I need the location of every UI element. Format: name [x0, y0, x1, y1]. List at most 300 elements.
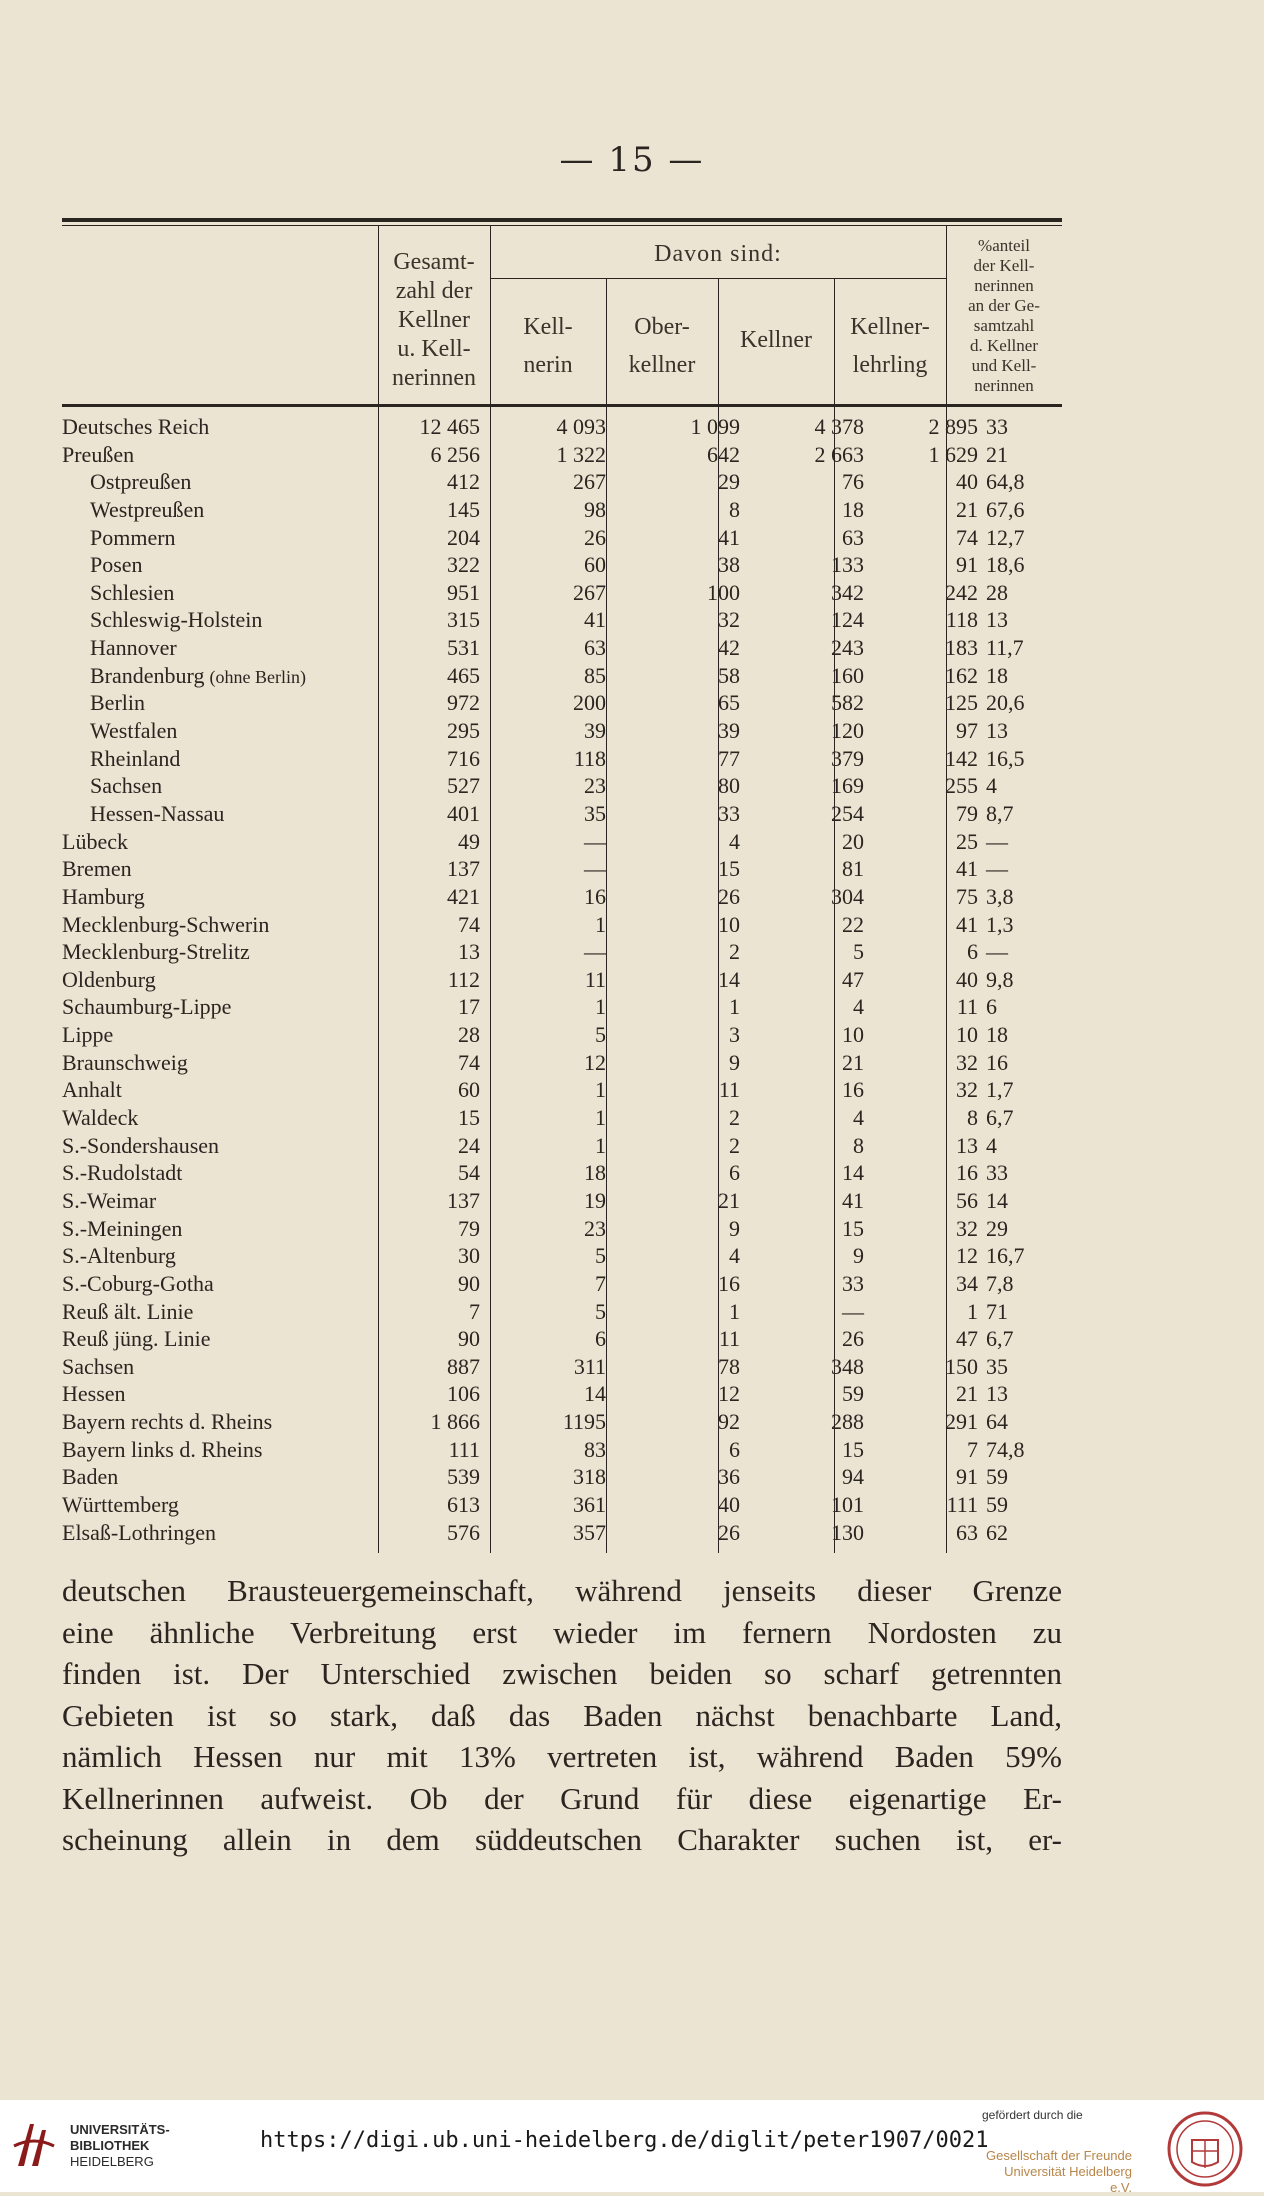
cell-value: 11	[584, 966, 606, 992]
cell-value: 9,8	[986, 966, 1014, 992]
cell-value: 318	[573, 1464, 606, 1490]
table-row	[62, 579, 1062, 607]
cell-value: 118	[573, 745, 606, 771]
sponsor-label: gefördert durch die	[982, 2108, 1083, 2122]
cell-value: 76	[842, 469, 864, 495]
sponsor-name: Gesellschaft der Freunde Universität Heidelberg e.V.	[986, 2148, 1132, 2195]
table-row	[62, 911, 1062, 939]
cell-value: 19	[584, 1187, 606, 1213]
cell-value: 14	[718, 966, 740, 992]
cell-value: 40	[718, 1491, 740, 1517]
cell-value: 295	[447, 718, 480, 744]
row-label: Hamburg	[62, 883, 145, 909]
cell-value: 90	[458, 1270, 480, 1296]
cell-value: 342	[831, 579, 864, 605]
cell-value: 16	[956, 1160, 978, 1186]
cell-value: 150	[945, 1353, 978, 1379]
cell-value: 133	[831, 552, 864, 578]
cell-value: 28	[986, 579, 1008, 605]
cell-value: 40	[956, 966, 978, 992]
cell-value: 97	[956, 718, 978, 744]
cell-value: —	[842, 1298, 864, 1324]
cell-value: 200	[573, 690, 606, 716]
cell-value: 6	[986, 994, 997, 1020]
cell-value: 16,5	[986, 745, 1025, 771]
cell-value: 951	[447, 579, 480, 605]
cell-value: 78	[718, 1353, 740, 1379]
cell-value: 421	[447, 883, 480, 909]
cell-value: —	[986, 856, 1008, 882]
table-row	[62, 468, 1062, 496]
header-anteil: %anteil der Kell- nerinnen an der Ge- samtzahl d. Kellner und Kell- nerinnen	[968, 236, 1040, 395]
row-label: Bayern rechts d. Rheins	[62, 1409, 273, 1435]
cell-value: 582	[831, 690, 864, 716]
cell-value: 6	[967, 939, 978, 965]
cell-value: 17	[458, 994, 480, 1020]
cell-value: 21	[956, 496, 978, 522]
row-label: Mecklenburg-Schwerin	[62, 911, 270, 937]
cell-value: 1	[595, 1105, 606, 1131]
cell-value: 1	[729, 1298, 740, 1324]
cell-value: 6	[729, 1160, 740, 1186]
row-label: Schleswig-Holstein	[90, 607, 263, 633]
row-label: Reuß ält. Linie	[62, 1298, 194, 1324]
cell-value: 32	[956, 1215, 978, 1241]
cell-value: 15	[718, 856, 740, 882]
cell-value: 98	[584, 496, 606, 522]
text-line: nämlich Hessen nur mit 13% vertreten ist, während Baden 59%	[62, 1739, 1062, 1774]
row-label: Ostpreußen	[90, 469, 192, 495]
cell-value: 1,3	[986, 911, 1014, 937]
cell-value: 106	[447, 1381, 480, 1407]
cell-value: 21	[986, 441, 1008, 467]
cell-value: 112	[447, 966, 480, 992]
table-row	[62, 1270, 1062, 1298]
row-label: Berlin	[90, 690, 145, 716]
cell-value: 1195	[562, 1409, 606, 1435]
cell-value: 60	[584, 552, 606, 578]
header-subrule	[490, 278, 946, 279]
cell-value: 35	[584, 800, 606, 826]
table-row	[62, 1436, 1062, 1464]
cell-value: 4	[729, 1243, 740, 1269]
cell-value: 12	[718, 1381, 740, 1407]
cell-value: 71	[986, 1298, 1008, 1324]
cell-value: 41	[718, 524, 740, 550]
table-row	[62, 1076, 1062, 1104]
cell-value: 49	[458, 828, 480, 854]
table-row	[62, 1353, 1062, 1381]
cell-value: 6 256	[430, 441, 480, 467]
table-row	[62, 1049, 1062, 1077]
cell-value: 267	[573, 579, 606, 605]
table-row	[62, 772, 1062, 800]
header-kellner: Kellner	[740, 327, 812, 353]
cell-value: 361	[573, 1491, 606, 1517]
cell-value: 80	[718, 773, 740, 799]
row-label: Brandenburg (ohne Berlin)	[90, 662, 306, 688]
table-row	[62, 855, 1062, 883]
source-url-link[interactable]: https://digi.ub.uni-heidelberg.de/diglit/peter1907/0021	[260, 2128, 989, 2153]
cell-value: 7	[469, 1298, 480, 1324]
cell-value: 972	[447, 690, 480, 716]
cell-value: 38	[718, 552, 740, 578]
cell-value: 75	[956, 883, 978, 909]
row-label: Anhalt	[62, 1077, 122, 1103]
cell-value: 8	[729, 496, 740, 522]
cell-value: 74	[458, 911, 480, 937]
cell-value: 91	[956, 1464, 978, 1490]
cell-value: 183	[945, 635, 978, 661]
cell-value: 12,7	[986, 524, 1025, 550]
cell-value: 34	[956, 1270, 978, 1296]
cell-value: —	[986, 939, 1008, 965]
cell-value: 162	[945, 662, 978, 688]
cell-value: 401	[447, 800, 480, 826]
row-label: Rheinland	[90, 745, 181, 771]
cell-value: 41	[842, 1187, 864, 1213]
cell-value: 6,7	[986, 1105, 1014, 1131]
table-row	[62, 1325, 1062, 1353]
cell-value: 16	[842, 1077, 864, 1103]
cell-value: 28	[458, 1022, 480, 1048]
cell-value: 64	[986, 1409, 1008, 1435]
cell-value: 130	[831, 1519, 864, 1545]
table-row	[62, 1463, 1062, 1491]
text-line: deutschen Brausteuergemeinschaft, während jenseits dieser Grenze	[62, 1573, 1062, 1608]
cell-value: 111	[946, 1491, 978, 1517]
row-label: Lippe	[62, 1022, 114, 1048]
cell-value: 33	[986, 414, 1008, 439]
row-label: S.-Sondershausen	[62, 1132, 220, 1158]
cell-value: 242	[945, 579, 978, 605]
cell-value: 16	[718, 1270, 740, 1296]
row-label: Oldenburg	[62, 966, 156, 992]
cell-value: 65	[718, 690, 740, 716]
cell-value: 42	[718, 635, 740, 661]
cell-value: 1	[595, 1077, 606, 1103]
cell-value: 54	[458, 1160, 480, 1186]
cell-value: 35	[986, 1353, 1008, 1379]
cell-value: 56	[956, 1187, 978, 1213]
cell-value: 21	[718, 1187, 740, 1213]
cell-value: 887	[447, 1353, 480, 1379]
cell-value: 85	[584, 662, 606, 688]
cell-value: 9	[853, 1243, 864, 1269]
cell-value: 716	[447, 745, 480, 771]
cell-value: 18	[842, 496, 864, 522]
row-label: Braunschweig	[62, 1049, 188, 1075]
cell-value: 204	[447, 524, 480, 550]
cell-value: 11,7	[986, 635, 1024, 661]
cell-value: 118	[945, 607, 978, 633]
cell-value: 10	[956, 1022, 978, 1048]
cell-value: 11	[718, 1077, 740, 1103]
cell-value: 4	[986, 773, 997, 799]
row-label: Deutsches Reich	[62, 414, 210, 439]
cell-value: 62	[986, 1519, 1008, 1545]
cell-value: 47	[956, 1326, 978, 1352]
cell-value: 1 866	[430, 1409, 480, 1435]
row-label: S.-Weimar	[62, 1187, 157, 1213]
cell-value: 465	[447, 662, 480, 688]
cell-value: 1	[595, 1132, 606, 1158]
cell-value: 59	[842, 1381, 864, 1407]
table-row	[62, 1104, 1062, 1132]
row-label: Bayern links d. Rheins	[62, 1436, 263, 1462]
row-note: (ohne Berlin)	[209, 666, 306, 687]
table-row	[62, 1159, 1062, 1187]
text-line: Gebieten ist so stark, daß das Baden nächst benachbarte Land,	[62, 1697, 1062, 1733]
cell-value: —	[584, 828, 606, 854]
cell-value: 6,7	[986, 1326, 1014, 1352]
cell-value: 33	[842, 1270, 864, 1296]
cell-value: 267	[573, 469, 606, 495]
cell-value: 1	[595, 911, 606, 937]
cell-value: 137	[447, 856, 480, 882]
cell-value: 16,7	[986, 1243, 1025, 1269]
cell-value: 101	[831, 1491, 864, 1517]
cell-value: 91	[956, 552, 978, 578]
cell-value: 539	[447, 1464, 480, 1490]
table-row	[62, 1187, 1062, 1215]
cell-value: 33	[986, 1160, 1008, 1186]
cell-value: 21	[842, 1049, 864, 1075]
cell-value: 41	[584, 607, 606, 633]
row-label: S.-Altenburg	[62, 1243, 176, 1269]
cell-value: 14	[986, 1187, 1008, 1213]
table-row	[62, 800, 1062, 828]
cell-value: 1	[595, 994, 606, 1020]
cell-value: 311	[573, 1353, 606, 1379]
cell-value: 2 895	[928, 414, 978, 439]
cell-value: 18	[986, 1022, 1008, 1048]
table-row	[62, 413, 1062, 441]
cell-value: 1	[729, 994, 740, 1020]
cell-value: 20,6	[986, 690, 1025, 716]
cell-value: 11	[718, 1326, 740, 1352]
cell-value: 59	[986, 1491, 1008, 1517]
row-label: Schlesien	[90, 579, 175, 605]
cell-value: 288	[831, 1409, 864, 1435]
cell-value: 90	[458, 1326, 480, 1352]
cell-value: 12 465	[419, 414, 480, 439]
cell-value: 8	[967, 1105, 978, 1131]
cell-value: 169	[831, 773, 864, 799]
table-row	[62, 1519, 1062, 1547]
table-row	[62, 634, 1062, 662]
cell-value: 8,7	[986, 800, 1014, 826]
table-row	[62, 938, 1062, 966]
cell-value: 160	[831, 662, 864, 688]
table-row	[62, 1380, 1062, 1408]
cell-value: 23	[584, 1215, 606, 1241]
cell-value: 254	[831, 800, 864, 826]
table-row	[62, 1242, 1062, 1270]
cell-value: 145	[447, 496, 480, 522]
cell-value: 10	[718, 911, 740, 937]
table-row	[62, 1021, 1062, 1049]
row-label: Sachsen	[62, 1353, 135, 1379]
page-number: — 15 —	[559, 140, 705, 180]
cell-value: 5	[595, 1022, 606, 1048]
cell-value: 33	[718, 800, 740, 826]
cell-value: 531	[447, 635, 480, 661]
cell-value: 2	[729, 939, 740, 965]
table-header	[62, 226, 1062, 407]
cell-value: 4	[853, 1105, 864, 1131]
cell-value: 10	[842, 1022, 864, 1048]
cell-value: 6	[595, 1326, 606, 1352]
cell-value: 2	[729, 1132, 740, 1158]
cell-value: 315	[447, 607, 480, 633]
table-row	[62, 496, 1062, 524]
cell-value: 63	[956, 1519, 978, 1545]
cell-value: 79	[458, 1215, 480, 1241]
cell-value: 7	[595, 1270, 606, 1296]
cell-value: 5	[595, 1298, 606, 1324]
cell-value: 83	[584, 1436, 606, 1462]
cell-value: 67,6	[986, 496, 1025, 522]
cell-value: 79	[956, 800, 978, 826]
cell-value: 243	[831, 635, 864, 661]
cell-value: 12	[956, 1243, 978, 1269]
statistics-table	[62, 218, 1062, 1546]
cell-value: 32	[956, 1049, 978, 1075]
cell-value: 1 099	[690, 414, 740, 439]
cell-value: 111	[448, 1436, 480, 1462]
cell-value: 9	[729, 1215, 740, 1241]
table-row	[62, 1298, 1062, 1326]
cell-value: 4 093	[556, 414, 606, 439]
table-row	[62, 745, 1062, 773]
cell-value: 304	[831, 883, 864, 909]
body-text	[62, 1570, 1062, 1861]
table-row	[62, 441, 1062, 469]
cell-value: 40	[956, 469, 978, 495]
cell-value: 12	[584, 1049, 606, 1075]
cell-value: 15	[842, 1436, 864, 1462]
cell-value: 29	[986, 1215, 1008, 1241]
row-label: Pommern	[90, 524, 176, 550]
cell-value: 9	[729, 1049, 740, 1075]
cell-value: 39	[718, 718, 740, 744]
cell-value: 30	[458, 1243, 480, 1269]
row-label: Baden	[62, 1464, 119, 1490]
cell-value: 81	[842, 856, 864, 882]
cell-value: 613	[447, 1491, 480, 1517]
cell-value: —	[584, 856, 606, 882]
table-row	[62, 717, 1062, 745]
cell-value: 15	[458, 1105, 480, 1131]
cell-value: 13	[956, 1132, 978, 1158]
text-line: finden ist. Der Unterschied zwischen beiden so scharf getrennten	[62, 1656, 1062, 1691]
cell-value: 322	[447, 552, 480, 578]
cell-value: 255	[945, 773, 978, 799]
row-label: Lübeck	[62, 828, 128, 854]
row-label: S.-Meiningen	[62, 1215, 183, 1241]
cell-value: 379	[831, 745, 864, 771]
cell-value: 58	[718, 662, 740, 688]
cell-value: 41	[956, 856, 978, 882]
cell-value: 4	[986, 1132, 997, 1158]
cell-value: 3,8	[986, 883, 1014, 909]
cell-value: 642	[707, 441, 740, 467]
cell-value: 137	[447, 1187, 480, 1213]
cell-value: 357	[573, 1519, 606, 1545]
table-row	[62, 551, 1062, 579]
cell-value: 26	[718, 1519, 740, 1545]
cell-value: —	[584, 939, 606, 965]
table-row	[62, 1132, 1062, 1160]
cell-value: 74	[956, 524, 978, 550]
row-label: Posen	[90, 552, 143, 578]
cell-value: 63	[584, 635, 606, 661]
cell-value: 2 663	[814, 441, 864, 467]
cell-value: 18,6	[986, 552, 1025, 578]
university-seal-icon	[1166, 2110, 1244, 2188]
cell-value: 59	[986, 1464, 1008, 1490]
cell-value: 100	[707, 579, 740, 605]
cell-value: 15	[842, 1215, 864, 1241]
cell-value: 47	[842, 966, 864, 992]
cell-value: 74,8	[986, 1436, 1025, 1462]
cell-value: 94	[842, 1464, 864, 1490]
row-label: Waldeck	[62, 1105, 139, 1131]
table-row	[62, 606, 1062, 634]
row-label: Elsaß-Lothringen	[62, 1519, 216, 1545]
cell-value: 348	[831, 1353, 864, 1379]
cell-value: 1	[967, 1298, 978, 1324]
text-line: eine ähnliche Verbreitung erst wieder im fernern Nordosten zu	[62, 1614, 1062, 1650]
row-label: Preußen	[62, 441, 135, 467]
cell-value: 20	[842, 828, 864, 854]
cell-value: 26	[584, 524, 606, 550]
cell-value: 92	[718, 1409, 740, 1435]
header-lehrling: Kellner- lehrling	[850, 314, 930, 378]
cell-value: 7	[967, 1436, 978, 1462]
row-label: Reuß jüng. Linie	[62, 1326, 211, 1352]
cell-value: 13	[458, 939, 480, 965]
cell-value: 41	[956, 911, 978, 937]
row-label: Hannover	[90, 635, 177, 661]
header-kellnerin: Kell- nerin	[523, 314, 573, 378]
header-davon: Davon sind:	[654, 241, 782, 267]
cell-value: 21	[956, 1381, 978, 1407]
header-oberkellner: Ober- kellner	[628, 314, 696, 378]
cell-value: 16	[584, 883, 606, 909]
cell-value: 3	[729, 1022, 740, 1048]
row-label: S.-Coburg-Gotha	[62, 1270, 214, 1296]
table-row	[62, 828, 1062, 856]
table-row	[62, 883, 1062, 911]
cell-value: 125	[945, 690, 978, 716]
table-body	[62, 407, 1062, 1546]
row-label: Westfalen	[90, 718, 178, 744]
cell-value: 39	[584, 718, 606, 744]
cell-value: 32	[956, 1077, 978, 1103]
cell-value: 77	[718, 745, 740, 771]
table-row	[62, 993, 1062, 1021]
cell-value: 25	[956, 828, 978, 854]
row-label: Westpreußen	[90, 496, 205, 522]
row-label: Schaumburg-Lippe	[62, 994, 232, 1020]
table-top-rule	[62, 218, 1062, 222]
cell-value: 16	[986, 1049, 1008, 1075]
cell-value: 22	[842, 911, 864, 937]
cell-value: 7,8	[986, 1270, 1014, 1296]
cell-value: 26	[718, 883, 740, 909]
